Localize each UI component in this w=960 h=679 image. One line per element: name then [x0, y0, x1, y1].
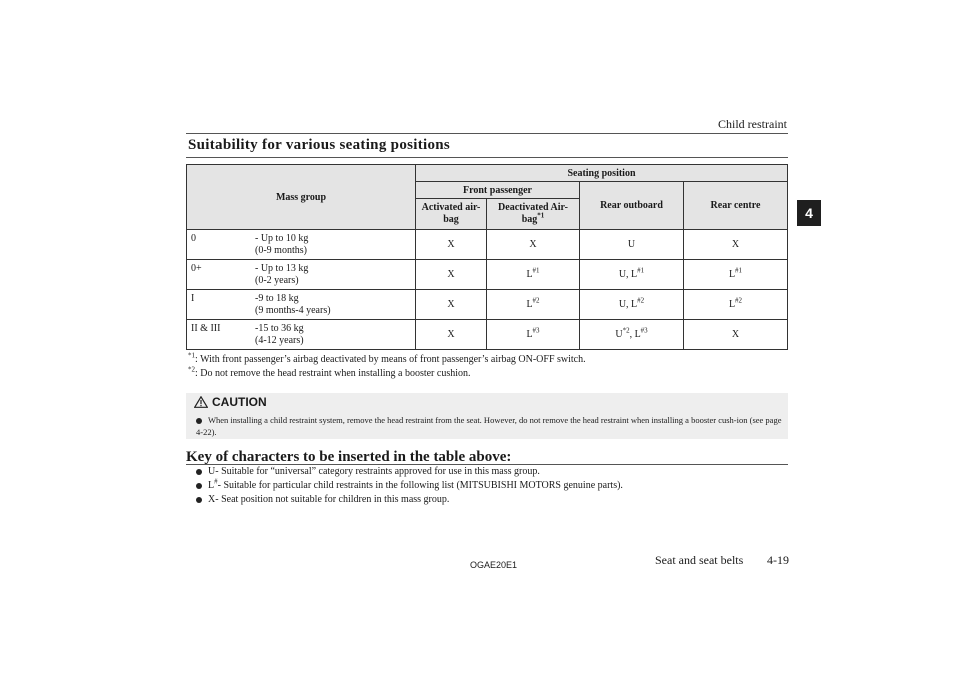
- key-title: Key of characters to be inserted in the table above:: [186, 449, 512, 465]
- centre-value: X: [731, 329, 740, 340]
- deactivated-airbag-cell: [487, 290, 580, 320]
- bullet-icon: [196, 483, 202, 489]
- key-rule: [186, 464, 788, 465]
- rear-centre-header: Rear centre: [684, 182, 788, 230]
- table-row: [187, 260, 788, 290]
- footer-section: Seat and seat belts: [655, 553, 744, 567]
- outboard-value: U: [627, 239, 636, 250]
- rear-centre-cell: [684, 260, 788, 290]
- caution-label: CAUTION: [212, 395, 267, 409]
- key-item-prefix: U: [208, 466, 216, 477]
- activated-airbag-header: Activated air-bag: [416, 199, 487, 230]
- deactivated-airbag-header: [487, 199, 580, 230]
- outboard-sup: *2: [622, 326, 630, 335]
- mass-range-cell: [251, 290, 416, 320]
- footnote-2: [188, 365, 471, 379]
- rear-outboard-cell: [580, 290, 684, 320]
- front-passenger-header: Front passenger: [416, 182, 580, 199]
- rear-outboard-cell: [580, 260, 684, 290]
- footnote-1-text: : With front passenger’s airbag deactivated by means of front passenger’s airbag ON-OFF switch.: [195, 354, 586, 365]
- caution-heading: [194, 395, 267, 409]
- outboard-suffix-sup: #3: [640, 326, 648, 335]
- key-item-prefix: L: [208, 480, 215, 491]
- outboard-value: U: [615, 329, 623, 340]
- age-range: (0-9 months): [255, 245, 307, 256]
- mass-group: 0: [191, 233, 196, 244]
- footnote-2-text: : Do not remove the head restraint when installing a booster cushion.: [195, 368, 471, 379]
- key-item-text: - Suitable for “universal” category restraints approved for use in this mass group.: [215, 466, 540, 477]
- bullet-icon: [196, 497, 202, 503]
- deactivated-value: L: [526, 329, 533, 340]
- mass-group-cell: [187, 320, 252, 350]
- activated-value: X: [447, 239, 455, 250]
- caution-text-block: [196, 414, 784, 438]
- outboard-value: U, L: [618, 299, 638, 310]
- rear-outboard-cell: [580, 320, 684, 350]
- rear-outboard-header: Rear outboard: [580, 182, 684, 230]
- deactivated-sup: #3: [532, 326, 540, 335]
- title-rule: [186, 157, 788, 158]
- rear-centre-cell: [684, 320, 788, 350]
- key-item-sup: #: [214, 477, 218, 486]
- key-item-u: [196, 466, 540, 477]
- deactivated-airbag-cell: [487, 320, 580, 350]
- key-item-prefix: X: [208, 494, 216, 505]
- mass-group-cell: [187, 290, 252, 320]
- deactivated-airbag-cell: [487, 230, 580, 260]
- centre-value: X: [731, 239, 740, 250]
- age-range: (4-12 years): [255, 335, 304, 346]
- footnote-1-mark: *1: [188, 351, 195, 360]
- key-item-text: - Seat position not suitable for children in this mass group.: [215, 494, 450, 505]
- seating-position-header: Seating position: [416, 165, 788, 182]
- deactivated-airbag-cell: [487, 260, 580, 290]
- outboard-suffix: , L: [629, 329, 641, 340]
- rear-outboard-cell: [580, 230, 684, 260]
- deactivated-airbag-label: Deactivated Air-bag: [498, 202, 568, 225]
- outboard-sup: #1: [637, 266, 645, 275]
- activated-value: X: [447, 329, 455, 340]
- footnote-2-mark: *2: [188, 365, 195, 374]
- key-item-l: [196, 477, 623, 491]
- deactivated-airbag-sup: *1: [537, 211, 545, 220]
- bullet-icon: [196, 418, 202, 424]
- mass-group-cell: [187, 230, 252, 260]
- centre-value: L: [728, 269, 736, 280]
- outboard-value: U, L: [618, 269, 638, 280]
- header-rule: [186, 133, 788, 134]
- footnote-1: [188, 351, 586, 365]
- age-range: (9 months-4 years): [255, 305, 331, 316]
- activated-airbag-cell: [416, 320, 487, 350]
- mass-group: II & III: [191, 323, 221, 334]
- outboard-sup: #2: [637, 296, 645, 305]
- deactivated-value: X: [529, 239, 537, 250]
- centre-sup: #1: [735, 266, 743, 275]
- age-range: (0-2 years): [255, 275, 299, 286]
- chapter-tab: 4: [797, 200, 821, 226]
- mass-range: - Up to 13 kg: [255, 263, 309, 274]
- page-number: 4-19: [767, 553, 789, 567]
- deactivated-sup: #1: [532, 266, 540, 275]
- bullet-icon: [196, 469, 202, 475]
- section-title: Suitability for various seating positions: [188, 137, 451, 153]
- table-row: [187, 320, 788, 350]
- table-row: [187, 230, 788, 260]
- mass-range-cell: [251, 230, 416, 260]
- activated-airbag-cell: [416, 230, 487, 260]
- document-code: OGAE20E1: [470, 560, 518, 570]
- suitability-table: [186, 164, 788, 350]
- mass-group: I: [191, 293, 195, 304]
- table-row: [187, 290, 788, 320]
- activated-airbag-cell: [416, 260, 487, 290]
- mass-group-header: Mass group: [187, 165, 416, 230]
- mass-range: -9 to 18 kg: [255, 293, 299, 304]
- mass-range: -15 to 36 kg: [255, 323, 304, 334]
- mass-range-cell: [251, 320, 416, 350]
- mass-range: - Up to 10 kg: [255, 233, 309, 244]
- running-header: Child restraint: [718, 117, 787, 131]
- deactivated-sup: #2: [532, 296, 540, 305]
- activated-value: X: [447, 299, 455, 310]
- deactivated-value: L: [526, 269, 533, 280]
- activated-value: X: [447, 269, 455, 280]
- mass-group-cell: [187, 260, 252, 290]
- rear-centre-cell: [684, 230, 788, 260]
- activated-airbag-cell: [416, 290, 487, 320]
- caution-text: When installing a child restraint system, remove the head restraint from the seat. However, do not remove the head restraint when installing a booster cush-ion (see page 4-22).: [196, 415, 782, 437]
- warning-triangle-icon: [194, 396, 208, 408]
- centre-value: L: [728, 299, 736, 310]
- mass-range-cell: [251, 260, 416, 290]
- centre-sup: #2: [735, 296, 743, 305]
- key-item-x: [196, 494, 449, 505]
- rear-centre-cell: [684, 290, 788, 320]
- key-item-text: - Suitable for particular child restraints in the following list (MITSUBISHI MOTORS genuine parts).: [217, 480, 623, 491]
- deactivated-value: L: [526, 299, 533, 310]
- mass-group: 0+: [191, 263, 202, 274]
